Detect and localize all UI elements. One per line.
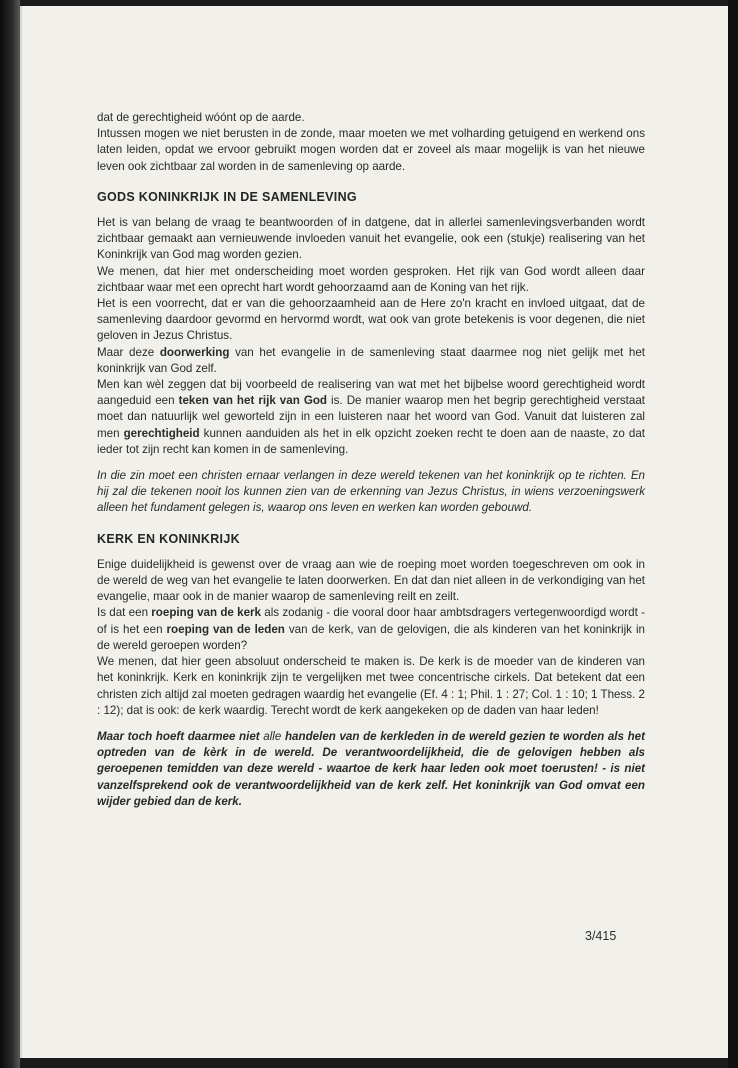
emphasis-alle: alle — [263, 729, 282, 743]
text-run: handelen van de kerkleden in de wereld gezien te worden als het optreden van de kèrk in de wereld. De verantwoordelijkheid, die de gelovigen hebben als geroepenen temidden van deze wereld - waartoe de kerk haar leden ook moet toerusten! - is niet vanzelfsprekend ook de verantwoordelijkheid van de kerk zelf. Het koninkrijk van God omvat een wijder gebied dan de kerk. — [97, 729, 645, 808]
page-edge-dark — [728, 0, 738, 1068]
intro-line-1: dat de gerechtigheid wóónt op de aarde. — [97, 111, 305, 124]
text-run: als zodanig - die vooral door haar ambtsdragers vertegenwoordigd wordt - of is het een — [97, 606, 645, 636]
section1-paragraph-1: Het is van belang de vraag te beantwoorden of in datgene, dat in allerlei samenlevingsverbanden wordt zichtbaar gemaakt aan vernieuwende invloeden vanuit het evangelie, ook een (stukje) realisering van het Koninkrijk van God mag worden gezien. — [97, 216, 645, 262]
text-run: van de kerk, van de gelovigen, die als kinderen van het koninkrijk in de wereld geroepen worden? — [97, 622, 646, 652]
bold-term-roeping-kerk: roeping van de kerk — [151, 606, 261, 620]
section1-paragraph-2: We menen, dat hier met onderscheiding moet worden gesproken. Het rijk van God wordt alleen daar zichtbaar waar met een oprecht hart wordt gehoorzaamd aan de Koning van het rijk. — [97, 264, 645, 294]
section2-italic-paragraph — [97, 729, 645, 810]
section1-paragraph-5 — [97, 377, 645, 458]
text-run: kunnen aanduiden als het in elk opzicht zoeken recht te doen aan de naaste, zo dat ieder tot zijn recht kan komen in de samenleving. — [97, 426, 645, 456]
text-run: Maar deze — [97, 345, 160, 359]
text-run: Is dat een — [97, 606, 152, 620]
page-number: 3/415 — [585, 929, 617, 943]
bold-term-roeping-leden: roeping van de leden — [166, 622, 285, 636]
bold-term-doorwerking: doorwerking — [159, 345, 230, 359]
section-heading-kerk-en-koninkrijk: KERK EN KONINKRIJK — [97, 531, 240, 546]
text-run: van het evangelie in de samenleving staat daarmee nog niet gelijk met het koninkrijk van God zelf. — [97, 345, 646, 375]
section2-paragraph-2 — [97, 605, 645, 654]
section-heading-gods-koninkrijk: GODS KONINKRIJK IN DE SAMENLEVING — [97, 189, 357, 204]
section1-paragraph-4 — [97, 345, 645, 377]
document-body — [97, 110, 645, 810]
section2-paragraph-3: We menen, dat hier geen absoluut onderscheid te maken is. De kerk is de moeder van de kinderen van het koninkrijk. Kerk en koninkrijk zijn te vergelijken met twee concentrische cirkels. Dat betekent dat een christen zich altijd zal moeten gedragen waardig het evangelie (Ef. 4 : 1; Phil. 1 : 27; Col. 1 : 10; 1 Thess. 2 : 12); dat is ook: de kerk waardig. Terecht wordt de kerk aangekeken op de daden van haar leden! — [97, 655, 645, 717]
text-run: is. De manier waarop men het begrip gerechtigheid verstaat moet dan natuurlijk wel geworteld zijn in een luisteren naar het woord van God. Vanuit dat luisteren zal men — [97, 394, 646, 440]
section1-italic-paragraph: In die zin moet een christen ernaar verlangen in deze wereld tekenen van het koninkrijk op te richten. En hij zal die tekenen nooit los kunnen zien van de erkenning van Jezus Christus, in wiens verzoeningswerk alleen het fundament gelegen is, waarop ons leven en werken kan worden gebouwd. — [97, 469, 645, 515]
text-run: Maar toch hoeft daarmee niet — [97, 729, 264, 743]
intro-paragraph: Intussen mogen we niet berusten in de zonde, maar moeten we met volharding getuigend en werkend ons laten leiden, opdat we ervoor gebruikt mogen worden dat er zoveel als maar mogelijk is van het nieuwe leven ook zichtbaar zal worden in de samenleving op aarde. — [97, 127, 645, 173]
book-spine-shadow — [0, 0, 20, 1068]
section2-paragraph-1: Enige duidelijkheid is gewenst over de vraag aan wie de roeping moet worden toegeschreven om ook in de wereld de weg van het evangelie te laten doorwerken. En dat dan niet alleen in de verkondiging van het evangelie, maar ook in de manier waarop de samenleving reilt en zeilt. — [97, 557, 645, 604]
bold-term-gerechtigheid: gerechtigheid — [123, 426, 200, 440]
bold-term-teken: teken van het rijk van God — [178, 394, 328, 408]
text-run: Men kan wèl zeggen dat bij voorbeeld de realisering van wat met het bijbelse woord gerechtigheid wordt aangeduid een — [97, 378, 645, 408]
section1-paragraph-3: Het is een voorrecht, dat er van die gehoorzaamheid aan de Here zo'n kracht en invloed uitgaat, dat de samenleving daardoor gevormd en hervormd wordt, wat ook van grote betekenis is voor degenen, die niet geloven in Jezus Christus. — [97, 297, 645, 343]
